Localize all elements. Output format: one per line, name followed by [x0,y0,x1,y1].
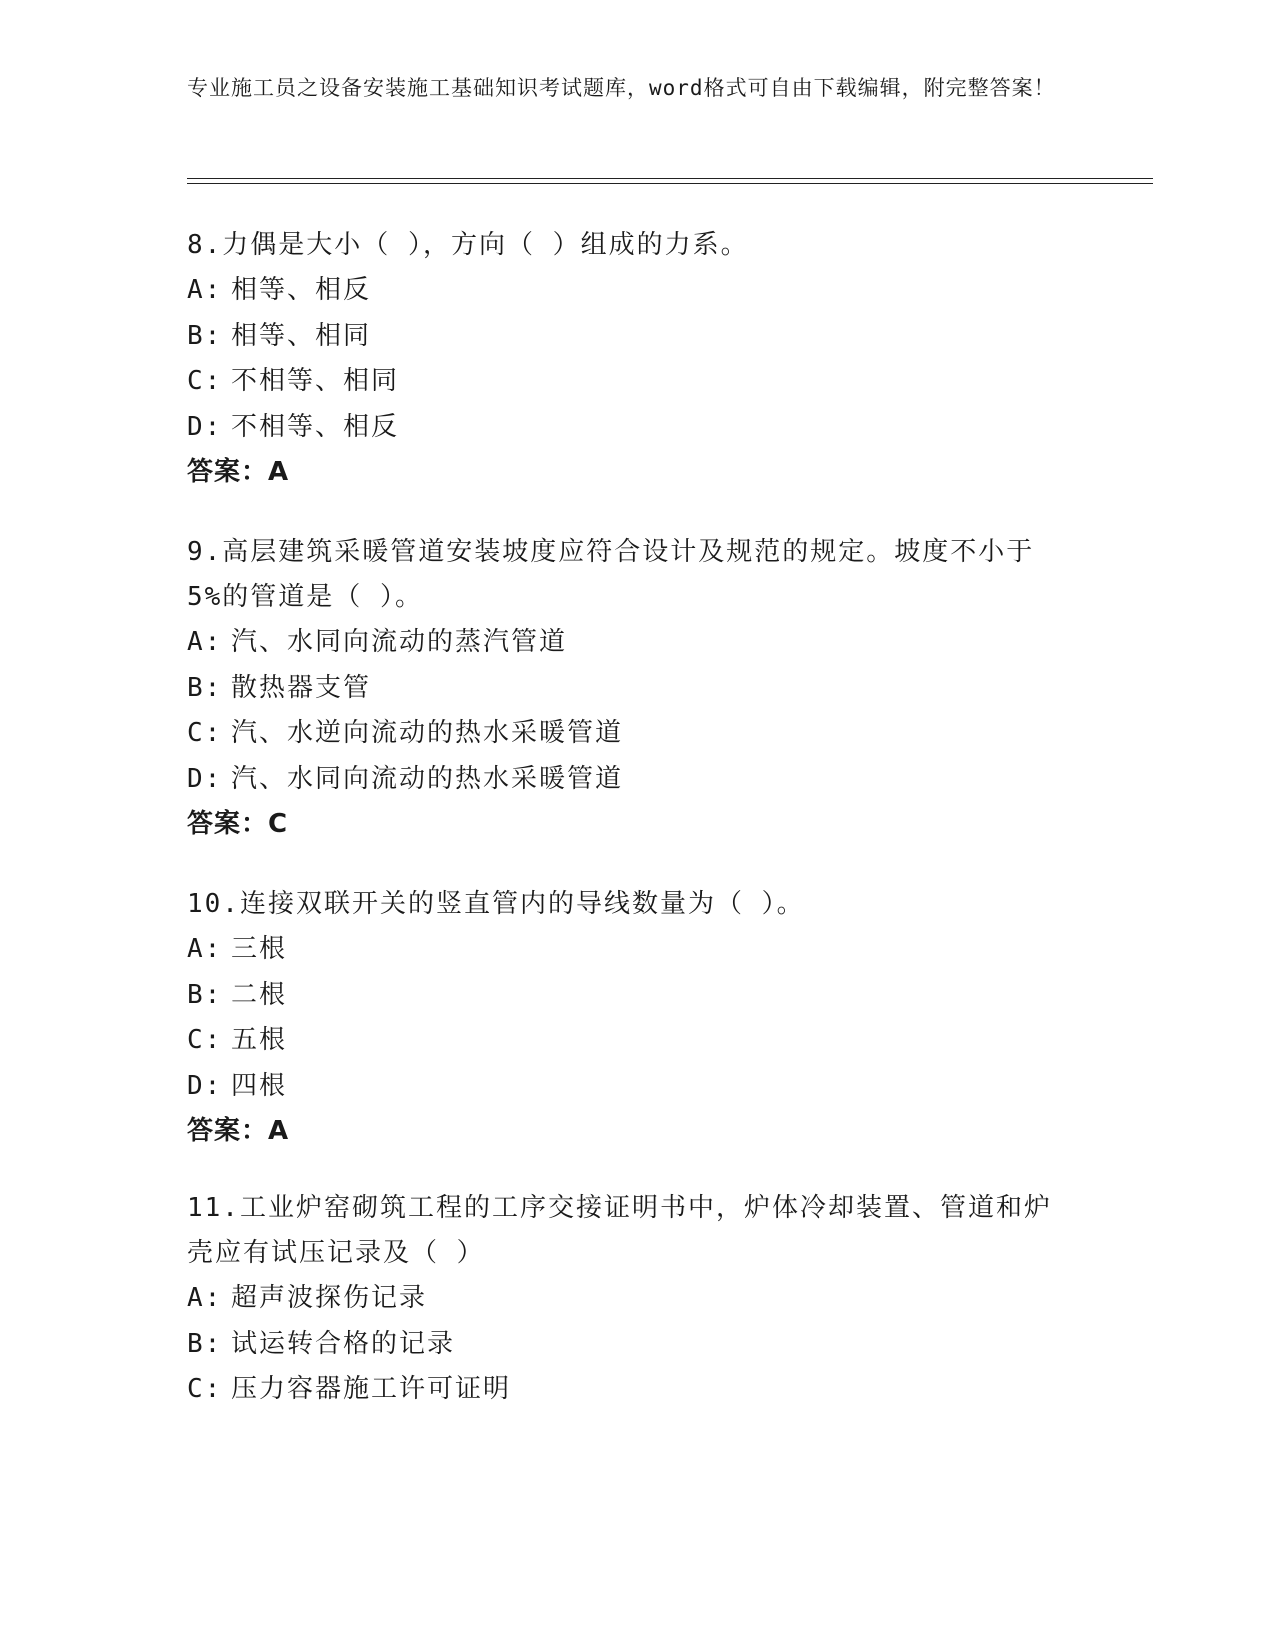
option-key: B: [187,979,223,1010]
question-8 [187,223,1067,495]
option-d [187,405,1067,451]
header-rule-bottom [187,183,1153,184]
option-key: C: [187,366,223,396]
option-d [187,1064,1067,1110]
option-text: 不相等、相同 [231,366,400,396]
option-key: D: [187,763,223,794]
option-key: B: [187,320,223,351]
option-key: C: [187,1374,223,1404]
question-text: 11.工业炉窑砌筑工程的工序交接证明书中，炉体冷却装置、管道和炉壳应有试压记录及（ ） [187,1193,1052,1268]
answer: 答案：A [187,1116,290,1146]
option-key: C: [187,718,223,748]
question-11 [187,1186,1067,1413]
option-a [187,268,1067,314]
option-text: 相等、相同 [231,320,372,351]
option-key: A: [187,1283,223,1313]
question-9 [187,530,1047,847]
option-c [187,1018,1067,1064]
answer: 答案：A [187,457,290,487]
option-key: A: [187,275,223,305]
option-a [187,927,1067,973]
option-text: 不相等、相反 [231,411,400,442]
option-key: C: [187,1025,223,1055]
header-rule-top [187,178,1153,179]
option-d [187,757,1047,803]
option-text: 超声波探伤记录 [231,1283,428,1313]
question-text: 9.高层建筑采暖管道安装坡度应符合设计及规范的规定。坡度不小于5%的管道是（ ）。 [187,537,1035,612]
option-b [187,666,1047,712]
option-b [187,1322,1067,1368]
option-b [187,314,1067,360]
document-header: 专业施工员之设备安装施工基础知识考试题库，word格式可自由下载编辑，附完整答案！ [187,76,1056,100]
option-c [187,1367,1067,1413]
option-key: B: [187,1328,223,1359]
option-c [187,359,1067,405]
option-a [187,1276,1067,1322]
option-b [187,973,1067,1019]
option-text: 相等、相反 [231,275,372,305]
option-key: A: [187,627,223,657]
option-text: 四根 [231,1070,288,1101]
option-key: B: [187,672,223,703]
option-text: 五根 [231,1025,288,1055]
option-key: A: [187,934,223,964]
question-text: 10.连接双联开关的竖直管内的导线数量为（ ）。 [187,889,805,919]
option-text: 压力容器施工许可证明 [231,1374,512,1404]
option-text: 汽、水同向流动的热水采暖管道 [231,763,624,794]
option-text: 试运转合格的记录 [231,1328,456,1359]
question-text: 8.力偶是大小（ ），方向（ ）组成的力系。 [187,230,749,260]
option-text: 三根 [231,934,288,964]
question-10 [187,882,1067,1154]
option-a [187,620,1047,666]
option-text: 二根 [231,979,288,1010]
option-key: D: [187,1070,223,1101]
option-text: 汽、水同向流动的蒸汽管道 [231,627,568,657]
answer: 答案：C [187,809,289,839]
option-text: 散热器支管 [231,672,372,703]
option-c [187,711,1047,757]
option-key: D: [187,411,223,442]
option-text: 汽、水逆向流动的热水采暖管道 [231,718,624,748]
